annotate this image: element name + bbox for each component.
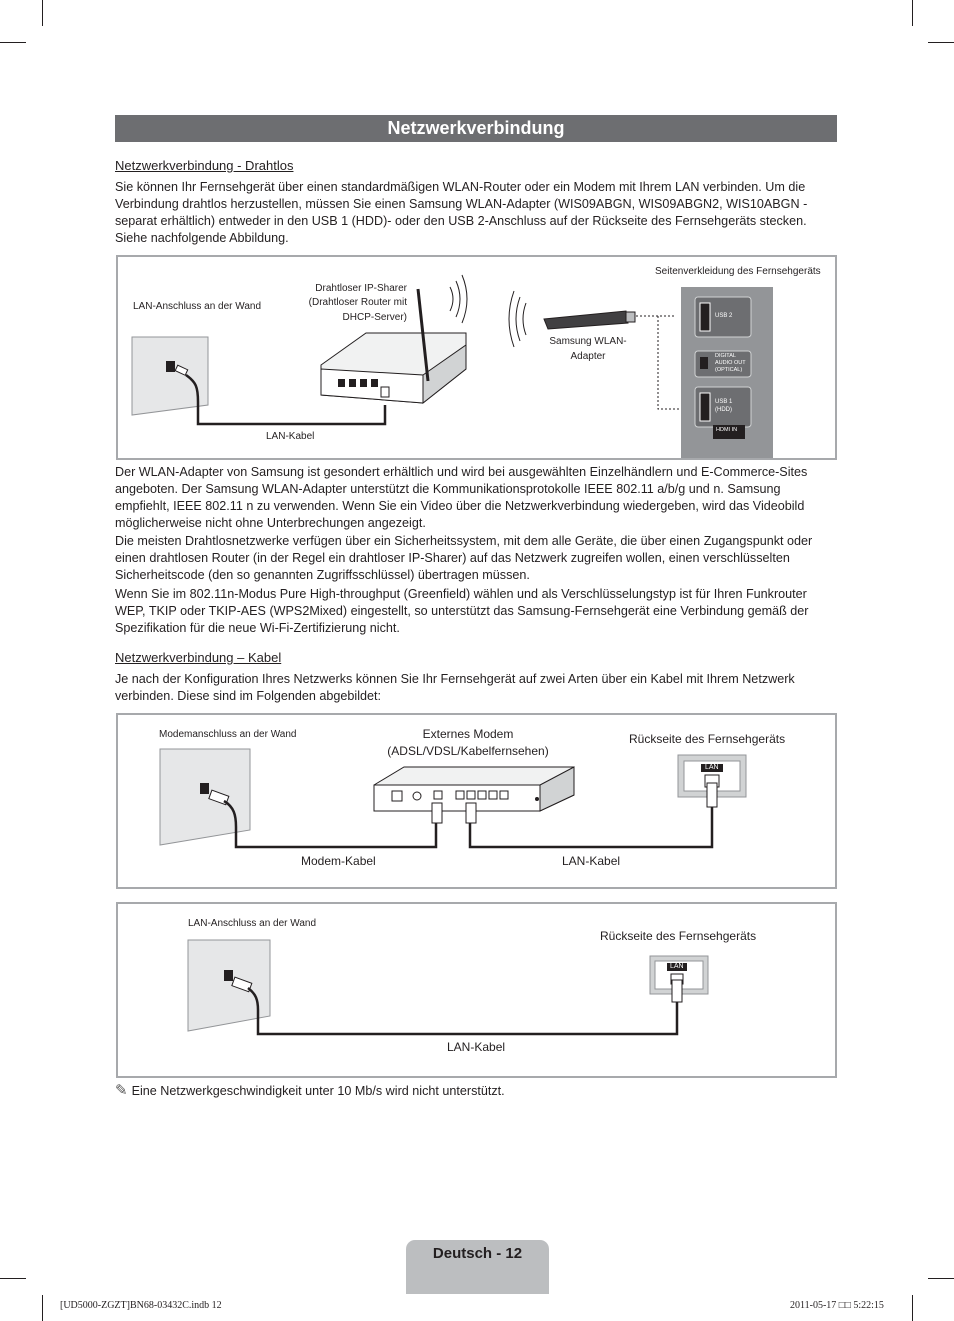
page-title: Netzwerkverbindung [115, 115, 837, 142]
tv-side-label: Seitenverkleidung des Fernsehgeräts [655, 266, 821, 277]
router-label-line-1: Drahtloser IP-Sharer [315, 283, 407, 294]
wlan-adapter-icon [544, 311, 635, 329]
modem-diagram [116, 713, 837, 889]
lan-cable-line [470, 807, 712, 847]
lan-cable-label: LAN-Kabel [447, 1040, 506, 1054]
wireless-para-2: Die meisten Drahtlosnetzwerke verfügen über ein Sicherheitssystem, mit dem alle Geräte, die über einen Zugangspunkt oder einen drahtlosen Router (in der Regel ein drahtloser IP-Sharer) auf das Netzwerk zugreifen wollen, einen verschlüsselten Sicherheitscode (den so genannten Zugriffsschlüssel) übertragen müssen. [115, 534, 813, 582]
adapter-label-line-1: Samsung WLAN- [549, 336, 627, 347]
crop-mark [0, 42, 26, 43]
wireless-para-1: Der WLAN-Adapter von Samsung ist gesondert erhältlich und wird bei ausgewählten Einzelhändlern und E-Commerce-Sites angeboten. Der Samsung WLAN-Adapter unterstützt die Kommunikationsprotokolle IEEE 802.11 a/b/g und n. Samsung empfiehlt, IEEE 802.11 n zu verwenden. Wenn Sie ein Video über die Netzwerkverbindung wiedergeben, wird das Videobild möglicherweise nicht ohne Unterbrechungen angezeigt. [115, 465, 808, 530]
page-number-tab: Deutsch - 12 [406, 1240, 549, 1294]
wall-icon [132, 337, 208, 415]
lan-diagram [116, 902, 837, 1078]
wireless-para-3: Wenn Sie im 802.11n-Modus Pure High-throughput (Greenfield) wählen und als Verschlüsselungstyp ist für Ihren Funkrouter WEP, TKIP oder TKIP-AES (WPS2Mixed) eingestellt, so unterstützt das Samsung-Fernsehgerät eine Verbindung gemäß der Spezifikation für die neue Wi-Fi-Zertifizierung nicht. [115, 587, 809, 635]
pencil-icon: ✎ [115, 1082, 128, 1099]
footer-file-info: [UD5000-ZGZT]BN68-03432C.indb 12 [60, 1300, 222, 1311]
modem-label-line-1: Externes Modem [422, 727, 514, 741]
usb2-port-label: USB 2 [715, 313, 733, 319]
adapter-label-line-2: Adapter [570, 351, 606, 362]
modem-label-line-2: (ADSL/VDSL/Kabelfernsehen) [387, 744, 549, 758]
usb1-port-label-2: (HDD) [715, 407, 732, 413]
router-label-line-3: DHCP-Server) [342, 312, 407, 323]
wireless-heading: Netzwerkverbindung - Drahtlos [115, 158, 294, 173]
crop-mark [42, 1295, 43, 1321]
note-text: Eine Netzwerkgeschwindigkeit unter 10 Mb/s wird nicht unterstützt. [131, 1084, 505, 1098]
wall-label: LAN-Anschluss an der Wand [188, 918, 317, 929]
digital-audio-label-1: DIGITAL [715, 353, 736, 359]
lan-cable-label: LAN-Kabel [266, 431, 315, 442]
crop-mark [928, 1278, 954, 1279]
lan-cable-line [248, 988, 677, 1034]
digital-audio-label-2: AUDIO OUT [715, 360, 746, 366]
crop-mark [42, 0, 43, 26]
wall-socket-icon [166, 361, 175, 372]
hdmi-port-label: HDMI IN [716, 427, 738, 433]
wall-socket-icon [224, 970, 233, 981]
tv-back-label: Rückseite des Fernsehgeräts [629, 732, 786, 746]
crop-mark [0, 1278, 26, 1279]
lan-cable-label: LAN-Kabel [562, 854, 621, 868]
lan-plug-icon [672, 980, 682, 1002]
wall-label: LAN-Anschluss an der Wand [133, 301, 262, 312]
wifi-waves-icon [450, 287, 453, 311]
lan-plug-icon [466, 803, 476, 823]
wall-socket-icon [200, 783, 209, 794]
usb-port-icon [700, 393, 710, 421]
crop-mark [912, 0, 913, 26]
wall-label: Modemanschluss an der Wand [159, 729, 297, 740]
cable-intro: Je nach der Konfiguration Ihres Netzwerks können Sie Ihr Fernsehgerät auf zwei Arten über ein Kabel mit Ihrem Netzwerk verbinden. Diese sind im Folgenden abgebildet: [115, 672, 795, 703]
usb-port-icon [700, 303, 710, 331]
wireless-diagram [116, 255, 837, 460]
modem-cable-label: Modem-Kabel [301, 854, 376, 868]
note [115, 1081, 505, 1099]
modem-plug-icon [432, 803, 442, 823]
crop-mark [928, 42, 954, 43]
wifi-waves-icon [523, 303, 526, 335]
cable-heading: Netzwerkverbindung – Kabel [115, 650, 282, 665]
crop-mark [912, 1295, 913, 1321]
router-label-line-2: (Drahtloser Router mit [308, 297, 407, 308]
footer-timestamp: 2011-05-17 □□ 5:22:15 [790, 1300, 884, 1311]
wireless-intro: Sie können Ihr Fernsehgerät über einen standardmäßigen WLAN-Router oder ein Modem mit Ihrem LAN verbinden. Um die Verbindung drahtlos herzustellen, müssen Sie einen Samsung WLAN-Adapter (WIS09ABGN, WIS09ABGN2, WIS10ABGN - separat erhältlich) entweder in den USB 1 (HDD)- oder den USB 2-Anschluss auf der Rückseite des Fernsehgeräts stecken. Siehe nachfolgende Abbildung. [115, 180, 808, 245]
lan-plug-icon [707, 783, 717, 807]
digital-audio-label-3: (OPTICAL) [715, 367, 743, 373]
tv-back-label: Rückseite des Fernsehgeräts [600, 929, 757, 943]
usb1-port-label-1: USB 1 [715, 399, 733, 405]
lan-port-label: LAN [705, 764, 719, 771]
lan-port-label: LAN [670, 963, 684, 970]
